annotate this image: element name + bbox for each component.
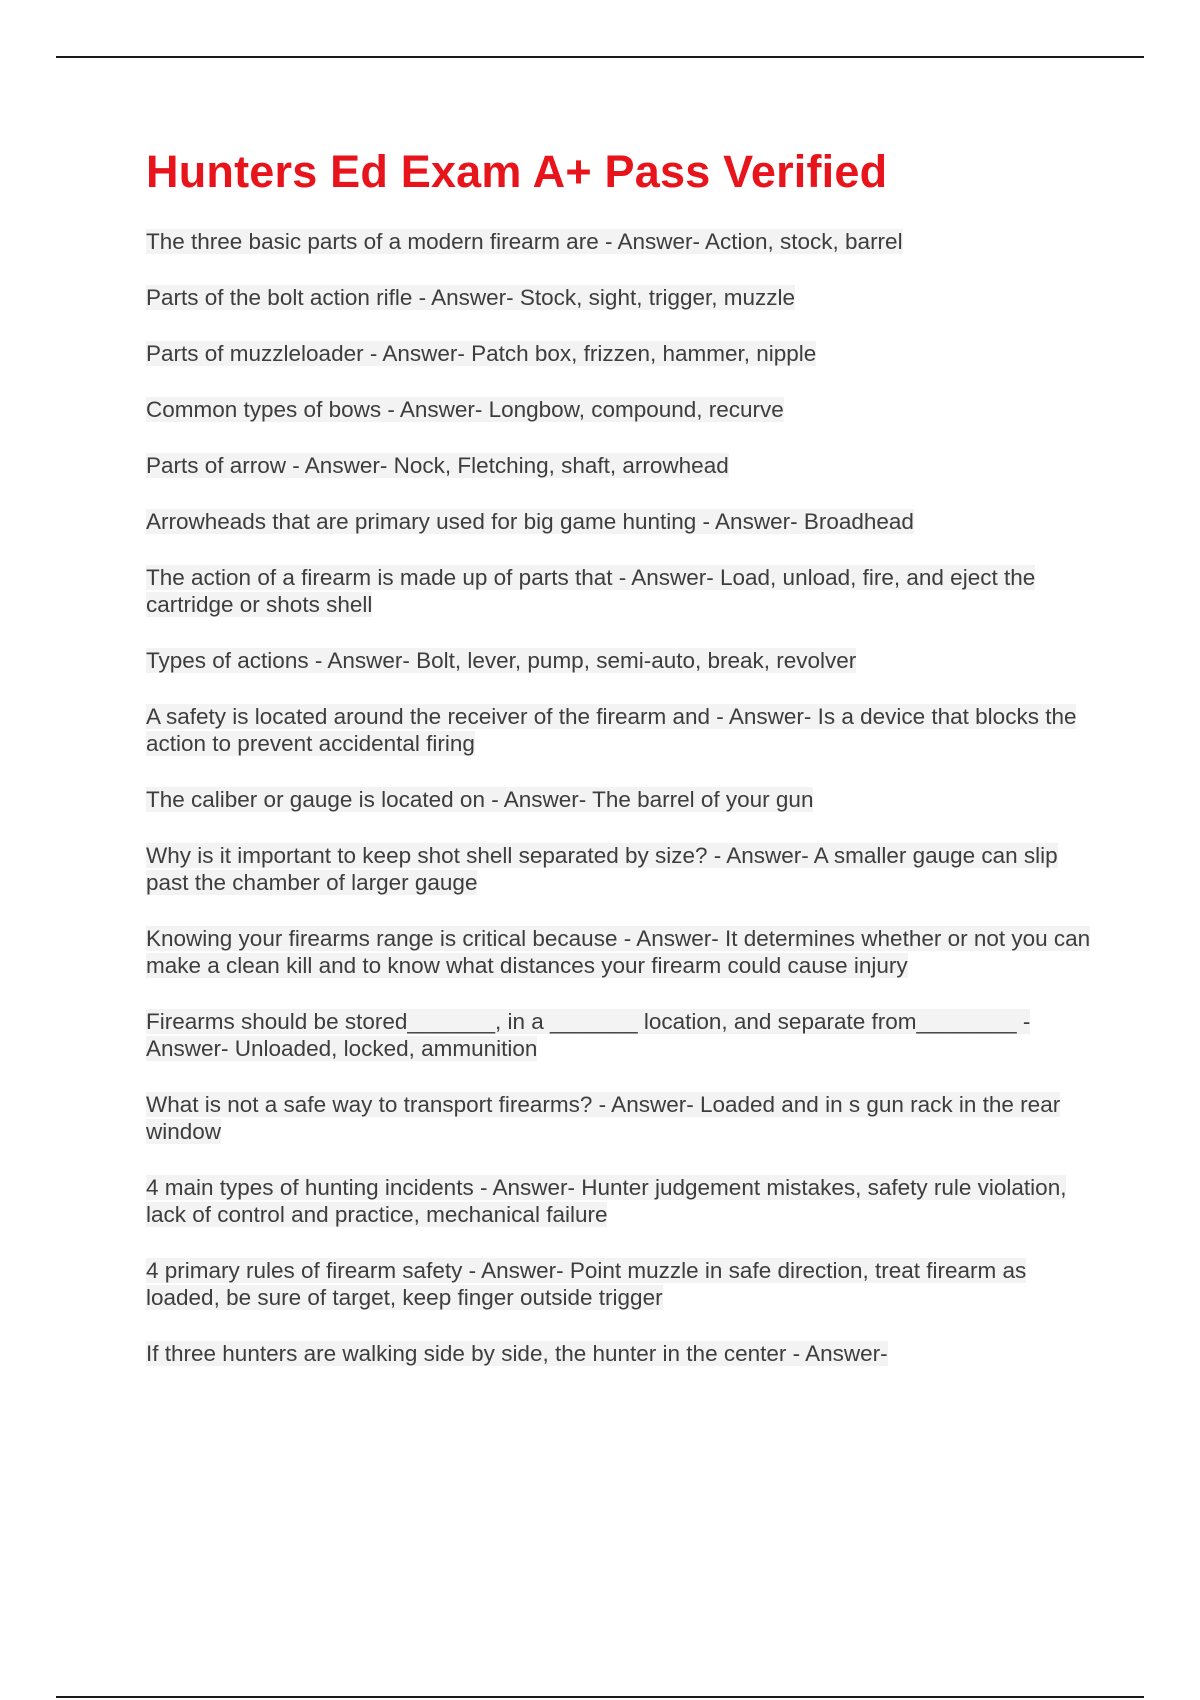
qa-item-text: 4 main types of hunting incidents - Answer- Hunter judgement mistakes, safety rule violation, lack of control and practice, mechanical failure (146, 1175, 1067, 1227)
top-rule (56, 56, 1144, 58)
qa-item-12 (146, 925, 1096, 979)
qa-item-8 (146, 647, 1096, 674)
qa-item-9 (146, 703, 1096, 757)
qa-item-1 (146, 228, 1096, 255)
qa-list (146, 228, 1096, 1367)
qa-item-5 (146, 452, 1096, 479)
qa-item-text: Firearms should be stored_______, in a _______ location, and separate from________ - Answer- Unloaded, locked, ammunition (146, 1009, 1031, 1061)
qa-item-11 (146, 842, 1096, 896)
qa-item-15 (146, 1174, 1096, 1228)
qa-item-text: 4 primary rules of firearm safety - Answer- Point muzzle in safe direction, treat firearm as loaded, be sure of target, keep finger outside trigger (146, 1258, 1027, 1310)
bottom-rule (56, 1696, 1144, 1698)
qa-item-text: The action of a firearm is made up of parts that - Answer- Load, unload, fire, and eject the cartridge or shots shell (146, 565, 1036, 617)
qa-item-16 (146, 1257, 1096, 1311)
qa-item-14 (146, 1091, 1096, 1145)
qa-item-13 (146, 1008, 1096, 1062)
document-body (146, 140, 1096, 1396)
qa-item-10 (146, 786, 1096, 813)
qa-item-text: Parts of muzzleloader - Answer- Patch box, frizzen, hammer, nipple (146, 341, 817, 366)
qa-item-text: Knowing your firearms range is critical because - Answer- It determines whether or not you can make a clean kill and to know what distances your firearm could cause injury (146, 926, 1091, 978)
qa-item-6 (146, 508, 1096, 535)
qa-item-7 (146, 564, 1096, 618)
qa-item-2 (146, 284, 1096, 311)
document-title: Hunters Ed Exam A+ Pass Verified (146, 146, 888, 197)
qa-item-3 (146, 340, 1096, 367)
qa-item-text: What is not a safe way to transport firearms? - Answer- Loaded and in s gun rack in the rear window (146, 1092, 1061, 1144)
qa-item-4 (146, 396, 1096, 423)
qa-item-text: Types of actions - Answer- Bolt, lever, pump, semi-auto, break, revolver (146, 648, 857, 673)
qa-item-text: Parts of arrow - Answer- Nock, Fletching, shaft, arrowhead (146, 453, 729, 478)
qa-item-text: A safety is located around the receiver of the firearm and - Answer- Is a device that blocks the action to prevent accidental firing (146, 704, 1077, 756)
qa-item-text: The three basic parts of a modern firearm are - Answer- Action, stock, barrel (146, 229, 903, 254)
qa-item-text: Arrowheads that are primary used for big game hunting - Answer- Broadhead (146, 509, 914, 534)
qa-item-17 (146, 1340, 1096, 1367)
qa-item-text: Common types of bows - Answer- Longbow, compound, recurve (146, 397, 784, 422)
qa-item-text: Parts of the bolt action rifle - Answer- Stock, sight, trigger, muzzle (146, 285, 796, 310)
qa-item-text: If three hunters are walking side by side, the hunter in the center - Answer- (146, 1341, 888, 1366)
qa-item-text: Why is it important to keep shot shell separated by size? - Answer- A smaller gauge can slip past the chamber of larger gauge (146, 843, 1058, 895)
qa-item-text: The caliber or gauge is located on - Answer- The barrel of your gun (146, 787, 814, 812)
